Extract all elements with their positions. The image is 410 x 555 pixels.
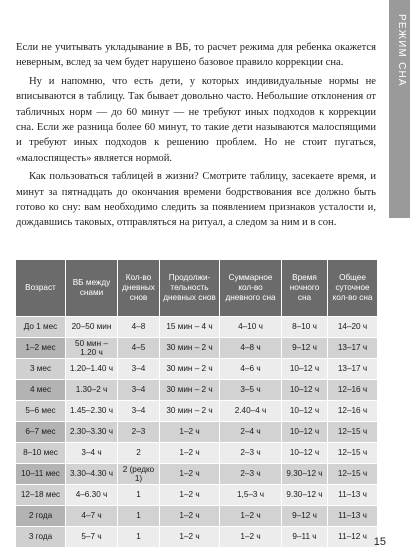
table-cell: 8–10 ч <box>282 317 328 338</box>
header-cell: Суммарное кол-во дневного сна <box>220 260 282 317</box>
table-cell: 3–4 <box>118 359 160 380</box>
table-cell: 2–4 ч <box>220 422 282 443</box>
table-cell: 4–8 ч <box>220 338 282 359</box>
table-cell: 1–2 мес <box>16 338 66 359</box>
table-cell: 3–4 ч <box>66 443 118 464</box>
table-cell: 3–5 ч <box>220 380 282 401</box>
paragraph: Если не учитывать укладывание в ВБ, то расчет режима для ребенка окажется неверным, вслед за чем будет нарушено базовое правило коррекции сна. <box>16 42 376 69</box>
chapter-tab <box>389 0 410 218</box>
table-cell: 1 <box>118 527 160 548</box>
sleep-norms-table-wrap <box>15 259 377 548</box>
table-row <box>16 338 378 359</box>
page-number: 15 <box>373 536 386 548</box>
table-cell: 12–16 ч <box>328 380 378 401</box>
table-cell: 1–2 ч <box>220 527 282 548</box>
table-cell: 15 мин – 4 ч <box>160 317 220 338</box>
table-cell: 1–2 ч <box>160 485 220 506</box>
table-cell: 12–15 ч <box>328 443 378 464</box>
table-cell: 10–12 ч <box>282 422 328 443</box>
table-cell: 14–20 ч <box>328 317 378 338</box>
table-row <box>16 527 378 548</box>
table-cell: 1–2 ч <box>160 422 220 443</box>
table-cell: 2 (редко 1) <box>118 464 160 485</box>
table-cell: 13–17 ч <box>328 359 378 380</box>
sleep-norms-table <box>15 259 378 548</box>
table-row <box>16 464 378 485</box>
table-cell: 8–10 мес <box>16 443 66 464</box>
table-cell: 30 мин – 2 ч <box>160 338 220 359</box>
table-cell: 1 <box>118 485 160 506</box>
table-cell: 1,5–3 ч <box>220 485 282 506</box>
table-cell: 1.30–2 ч <box>66 380 118 401</box>
table-cell: 4–6 ч <box>220 359 282 380</box>
table-cell: 30 мин – 2 ч <box>160 401 220 422</box>
table-cell: 4–8 <box>118 317 160 338</box>
table-cell: 13–17 ч <box>328 338 378 359</box>
table-cell: 1–2 ч <box>220 506 282 527</box>
body-text <box>16 40 376 234</box>
chapter-label: РЕЖИМ СНА <box>396 14 407 87</box>
header-cell: Общее суточное кол-во сна <box>328 260 378 317</box>
table-row <box>16 317 378 338</box>
table-cell: 3.30–4.30 ч <box>66 464 118 485</box>
table-cell: 2–3 ч <box>220 464 282 485</box>
table-cell: 2 года <box>16 506 66 527</box>
table-cell: 4–10 ч <box>220 317 282 338</box>
table-cell: 12–16 ч <box>328 401 378 422</box>
table-cell: 3 года <box>16 527 66 548</box>
table-cell: 1–2 ч <box>160 464 220 485</box>
table-row <box>16 443 378 464</box>
table-header-row <box>16 260 378 317</box>
table-cell: 1 <box>118 506 160 527</box>
table-cell: 10–11 мес <box>16 464 66 485</box>
table-cell: 1.20–1.40 ч <box>66 359 118 380</box>
table-body <box>16 317 378 548</box>
paragraph: Ну и напомню, что есть дети, у которых индивидуальные нормы не вписываются в таблицу. Так бывает довольно часто. Небольшие отклонения от табличных норм — до 60 минут — не требуют иных подходов к коррекции сна. Если же разница более 60 минут, то такие дети называются малоспящими и требуют иных подходов к решению проблем. Но не стоит пугаться, «малоспящесть» является нормой. <box>16 75 376 164</box>
table-row <box>16 359 378 380</box>
table-cell: 10–12 ч <box>282 359 328 380</box>
table-cell: 10–12 ч <box>282 380 328 401</box>
table-cell: 3 мес <box>16 359 66 380</box>
table-cell: 9.30–12 ч <box>282 485 328 506</box>
table-cell: 2.30–3.30 ч <box>66 422 118 443</box>
table-cell: 4–7 ч <box>66 506 118 527</box>
table-cell: 3–4 <box>118 401 160 422</box>
table-cell: 12–15 ч <box>328 422 378 443</box>
header-cell: ВБ между снами <box>66 260 118 317</box>
table-cell: 30 мин – 2 ч <box>160 359 220 380</box>
table-cell: 10–12 ч <box>282 401 328 422</box>
table-cell: 1–2 ч <box>160 443 220 464</box>
paragraph: Как пользоваться таблицей в жизни? Смотрите таблицу, засекаете время, и минут за пятнадцать до окончания времени бодрствования все должно быть готово ко сну: вам необходимо следить за появлением признаков усталости и, дождавшись таковых, отправляться на ритуал, а следом за ним и в сон. <box>16 171 376 229</box>
table-cell: 2 <box>118 443 160 464</box>
table-cell: 9.30–12 ч <box>282 464 328 485</box>
table-cell: 11–12 ч <box>328 527 378 548</box>
table-row <box>16 401 378 422</box>
table-cell: 4–5 <box>118 338 160 359</box>
table-cell: 50 мин – 1.20 ч <box>66 338 118 359</box>
table-cell: До 1 мес <box>16 317 66 338</box>
table-cell: 9–12 ч <box>282 338 328 359</box>
table-cell: 10–12 ч <box>282 443 328 464</box>
table-cell: 4–6.30 ч <box>66 485 118 506</box>
table-cell: 12–18 мес <box>16 485 66 506</box>
table-cell: 11–13 ч <box>328 485 378 506</box>
table-cell: 30 мин – 2 ч <box>160 380 220 401</box>
table-cell: 2.40–4 ч <box>220 401 282 422</box>
table-row <box>16 380 378 401</box>
table-row <box>16 506 378 527</box>
table-cell: 5–6 мес <box>16 401 66 422</box>
header-cell: Продолжи-тельность дневных снов <box>160 260 220 317</box>
table-cell: 9–11 ч <box>282 527 328 548</box>
table-cell: 9–12 ч <box>282 506 328 527</box>
table-cell: 2–3 <box>118 422 160 443</box>
table-row <box>16 485 378 506</box>
table-cell: 1–2 ч <box>160 527 220 548</box>
table-cell: 6–7 мес <box>16 422 66 443</box>
header-cell: Возраст <box>16 260 66 317</box>
table-cell: 1.45–2.30 ч <box>66 401 118 422</box>
table-cell: 11–13 ч <box>328 506 378 527</box>
table-cell: 1–2 ч <box>160 506 220 527</box>
table-cell: 2–3 ч <box>220 443 282 464</box>
table-cell: 12–15 ч <box>328 464 378 485</box>
table-cell: 20–50 мин <box>66 317 118 338</box>
header-cell: Кол-во дневных снов <box>118 260 160 317</box>
header-cell: Время ночного сна <box>282 260 328 317</box>
table-cell: 3–4 <box>118 380 160 401</box>
table-row <box>16 422 378 443</box>
table-cell: 5–7 ч <box>66 527 118 548</box>
table-cell: 4 мес <box>16 380 66 401</box>
